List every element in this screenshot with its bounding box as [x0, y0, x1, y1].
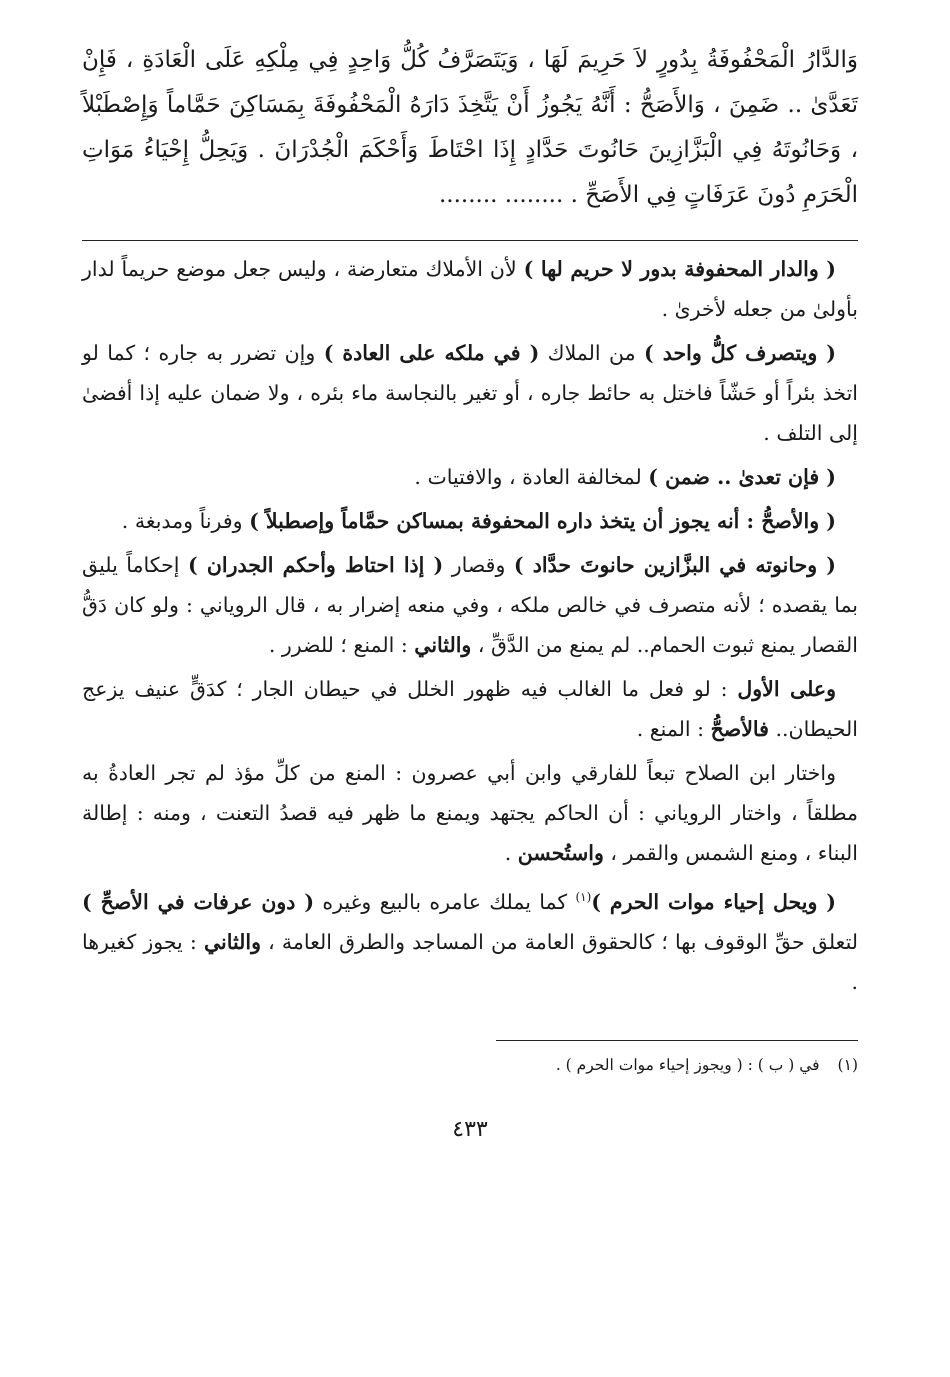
matn-text: [82, 38, 858, 218]
bold-quote: ( ويتصرف كلُّ واحد ): [644, 341, 836, 365]
commentary-paragraph-2: [82, 333, 858, 453]
bold-term: وعلى الأول: [737, 677, 837, 701]
bold-term: والثاني: [203, 929, 262, 954]
bold-term: فالأصحُّ: [710, 717, 769, 741]
commentary: [82, 249, 858, 1002]
commentary-paragraph-7: [82, 753, 858, 873]
commentary-text: إحكاماً يليق بما يقصده ؛ لأنه متصرف في خالص ملكه ، وفي منعه إضرار به ، قال الروياني : ولو كان دَقُّ القصار يمنع ثبوت الحمام.. لم يمنع من الدَّقِّ ،: [82, 553, 858, 657]
commentary-text: كما يملك عامره بالبيع وغيره: [314, 889, 576, 914]
bold-term: والثاني: [414, 633, 472, 657]
commentary-text: وفرناً ومدبغة .: [121, 509, 250, 533]
commentary-paragraph-3: [82, 457, 858, 497]
commentary-text: : لو فعل ما الغالب فيه ظهور الخلل في حيطان الجار ؛ كدَقٍّ عنيف يزعج الحيطان..: [82, 677, 858, 741]
commentary-paragraph-6: [82, 669, 858, 749]
bold-quote: ( ويحل إحياء موات الحرم ): [591, 889, 836, 914]
commentary-text: لأن الأملاك متعارضة ، وليس جعل موضع حريماً لدار بأولىٰ من جعله لأخرىٰ .: [82, 257, 858, 321]
commentary-text: لمخالفة العادة ، والافتيات .: [414, 465, 649, 489]
footnote-text: في ( ب ) : ( ويجوز إحياء موات الحرم ) .: [555, 1055, 820, 1074]
commentary-text: : المنع ؛ للضرر .: [268, 633, 415, 657]
bold-quote: ( والدار المحفوفة بدور لا حريم لها ): [523, 257, 836, 281]
commentary-paragraph-8: [82, 877, 858, 1002]
matn-body: وَالدَّارُ الْمَحْفُوفَةُ بِدُورٍ لاَ حَرِيمَ لَهَا ، وَيَتَصَرَّفُ كُلُّ وَاحِدٍ فِي مِلْكِهِ عَلَى الْعَادَةِ ، فَإِنْ تَعَدَّىٰ .. ضَمِنَ ، وَالأَصَحُّ : أَنَّهُ يَجُوزُ أَنْ يَتَّخِذَ دَارَهُ الْمَحْفُوفَةَ بِمَسَاكِنَ حَمَّاماً وَإِصْطَبْلاً ، وَحَانُوتَهُ فِي الْبَزَّازِينَ حَانُوتَ حَدَّادٍ إِذَا احْتَاطَ وَأَحْكَمَ الْجُدْرَانَ . وَيَحِلُّ إِحْيَاءُ مَوَاتِ الْحَرَمِ دُونَ عَرَفَاتٍ فِي الأَصَحِّ .: [82, 47, 858, 208]
bold-quote: ( في ملكه على العادة ): [323, 341, 540, 365]
page-number: ٤٣٣: [452, 1116, 488, 1142]
matn-separator: [82, 240, 858, 241]
footnote-marker: (١): [575, 890, 592, 904]
bold-quote: ( دون عرفات في الأصحِّ ): [82, 889, 315, 914]
commentary-text: وقصار: [443, 553, 514, 577]
commentary-text: .: [504, 841, 518, 865]
commentary-text: : المنع .: [636, 717, 711, 741]
bold-term: واستُحسن: [517, 841, 604, 865]
commentary-text: من الملاك: [539, 341, 645, 365]
bold-quote: ( فإن تعدىٰ .. ضمن ): [648, 465, 836, 489]
matn-dots: ........ ........: [438, 182, 564, 208]
bold-quote: ( وحانوته في البزَّازين حانوتَ حدَّاد ): [513, 553, 836, 577]
bold-quote: ( والأصحُّ : أنه يجوز أن يتخذ داره المحفوفة بمساكن حمَّاماً وإصطبلاً ): [249, 509, 836, 533]
footnote: [82, 1053, 858, 1077]
commentary-text: وإن تضرر به جاره ؛ كما لو اتخذ بئراً أو حَشّاً فاختل به حائط جاره ، أو تغير بالنجاسة ماء بئره ، ولا ضمان عليه إذا أفضىٰ إلى التلف .: [82, 341, 858, 445]
commentary-paragraph-5: [82, 545, 858, 665]
commentary-text: واختار ابن الصلاح تبعاً للفارقي وابن أبي عصرون : المنع من كلِّ مؤذ لم تجر العادةُ به مطلقاً ، واختار الروياني : أن الحاكم يجتهد ويمنع ما ظهر فيه قصدُ التعنت ، ومنه : إطالة البناء ، ومنع الشمس والقمر ،: [82, 761, 858, 865]
commentary-text: : يجوز كغيرها .: [82, 929, 858, 994]
commentary-text: لتعلق حقِّ الوقوف بها ؛ كالحقوق العامة من المساجد والطرق العامة ،: [261, 929, 859, 954]
footnote-number: (١): [837, 1055, 858, 1074]
commentary-paragraph-1: [82, 249, 858, 329]
bold-quote: ( إذا احتاط وأحكم الجدران ): [188, 553, 444, 577]
page-content: [82, 38, 858, 1142]
commentary-paragraph-4: [82, 501, 858, 541]
footnote-separator: [496, 1040, 858, 1041]
